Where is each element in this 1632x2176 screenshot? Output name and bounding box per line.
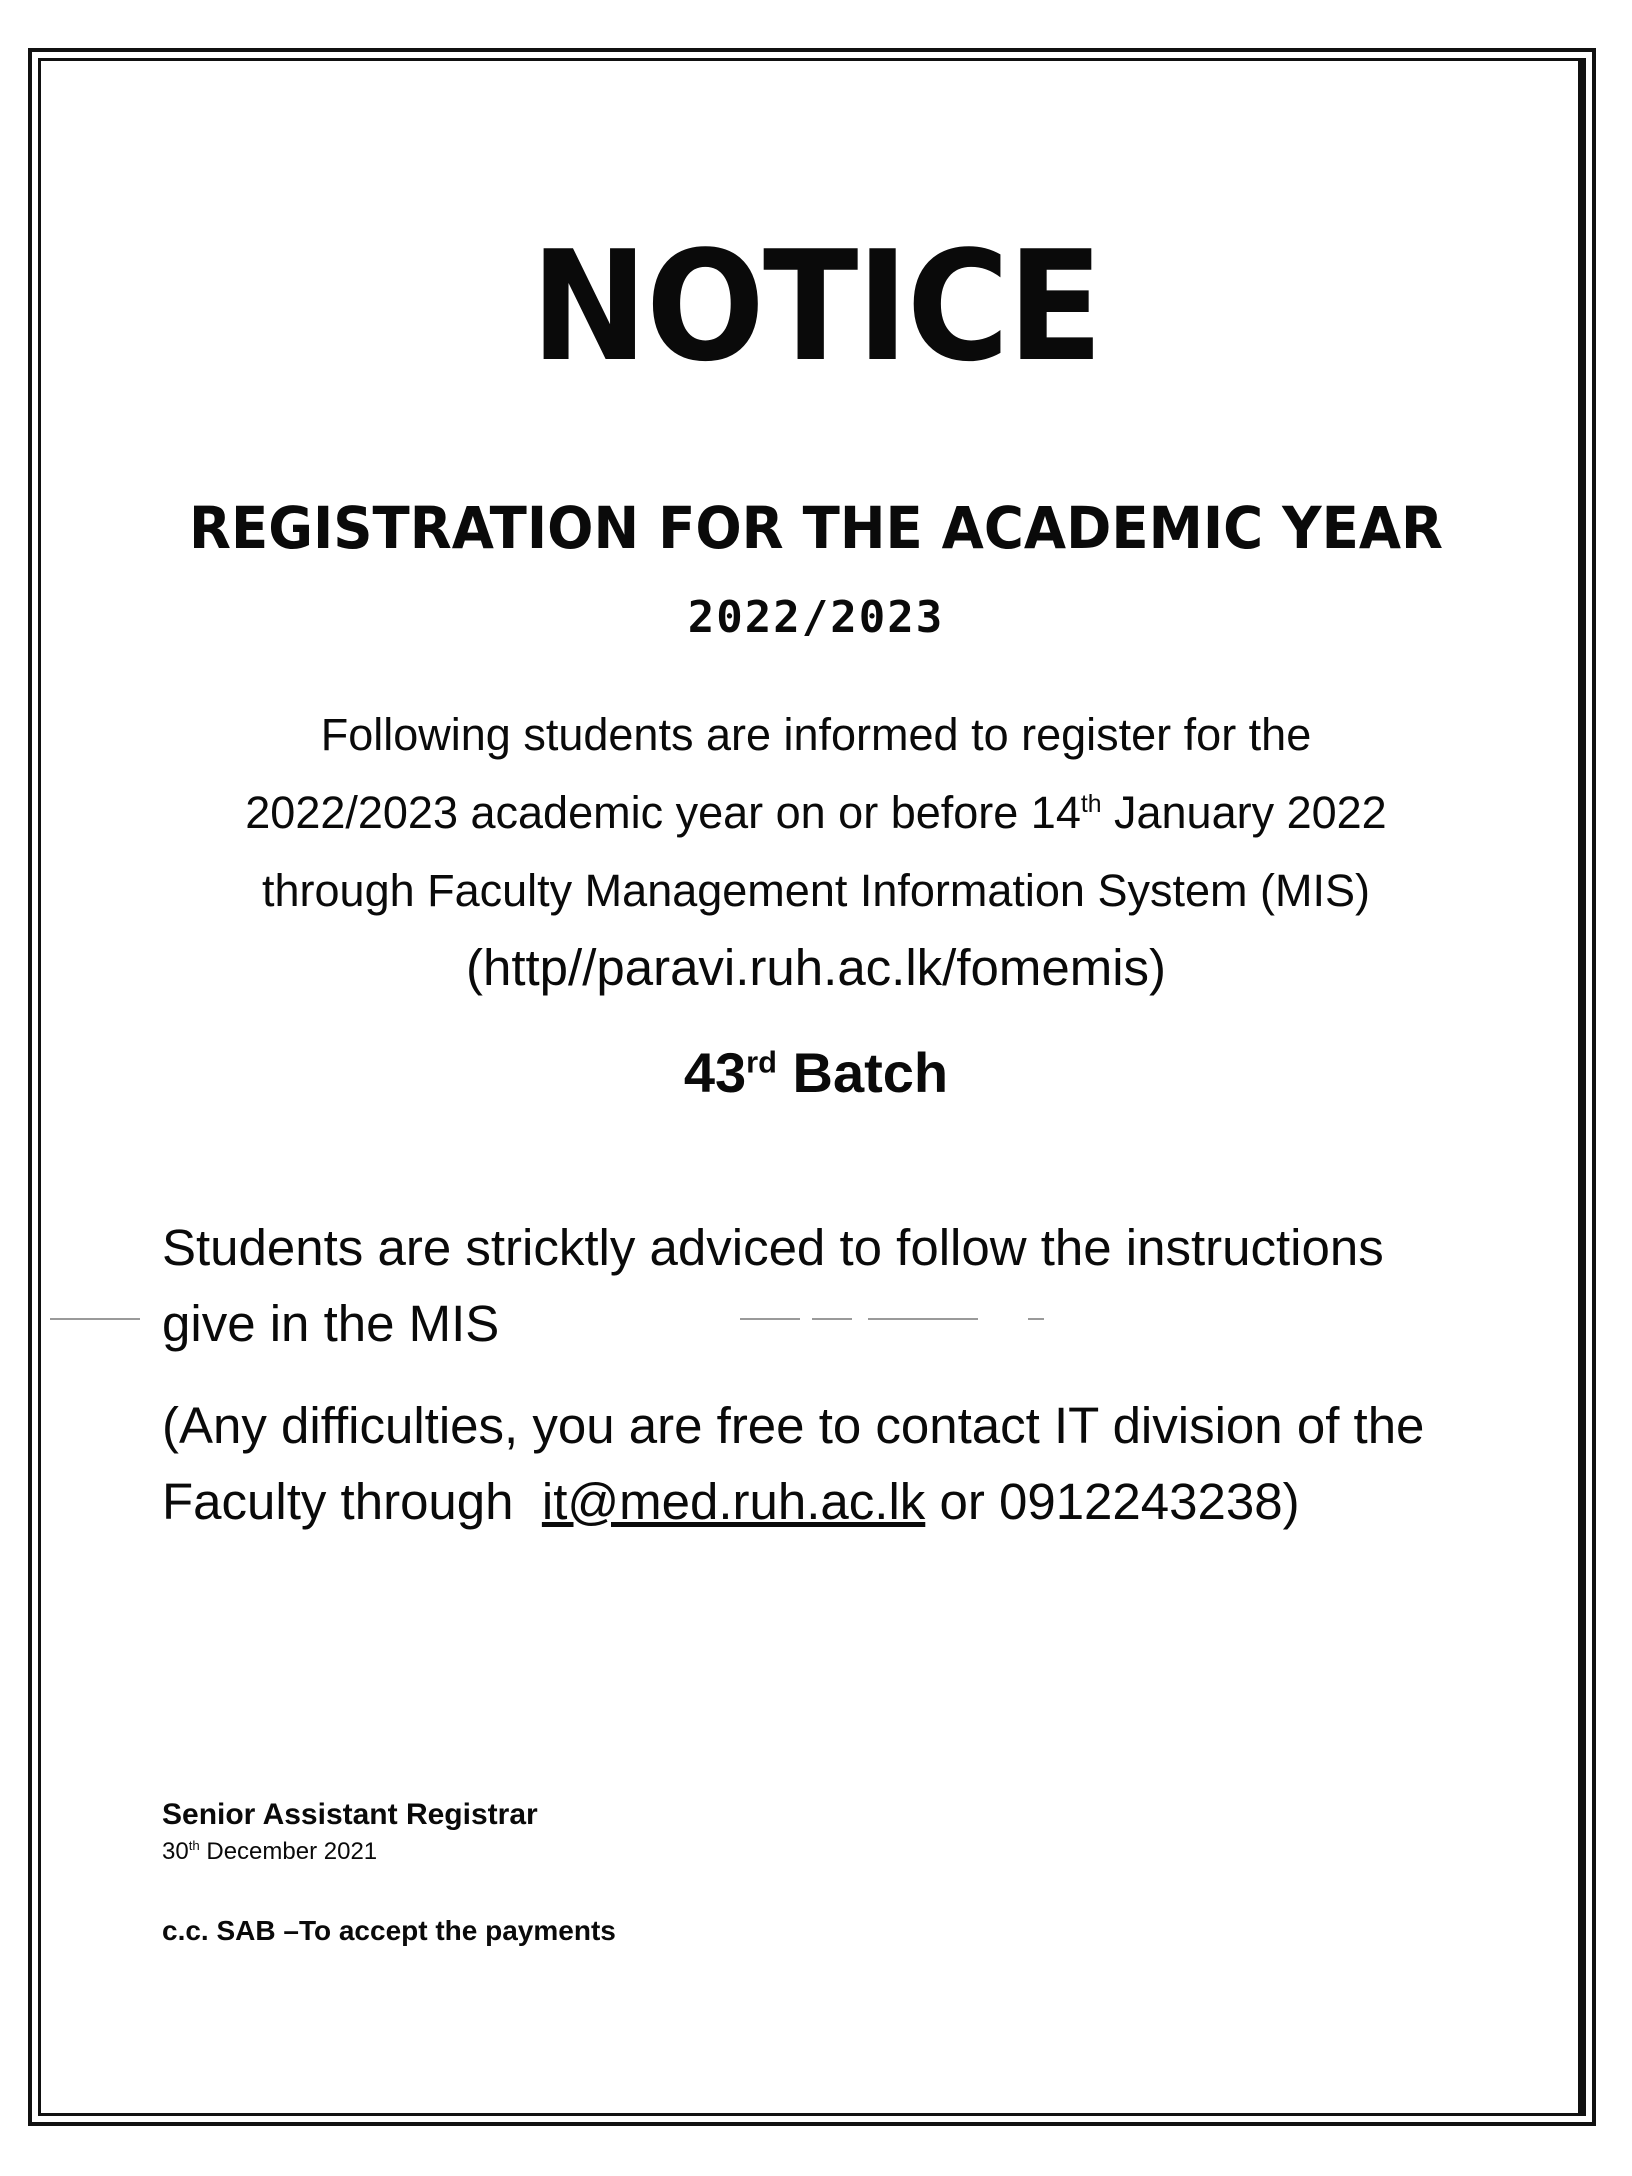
batch-word: Batch <box>776 1041 949 1104</box>
batch-suffix: rd <box>746 1044 777 1080</box>
notice-date <box>162 1835 538 1869</box>
notice-title: NOTICE <box>530 218 1102 395</box>
date-suffix: th <box>188 1838 200 1853</box>
inner-border-right-edge <box>1578 58 1583 2116</box>
contact-line-2 <box>162 1464 1562 1540</box>
scan-artifact <box>50 1318 140 1320</box>
date-day: 30 <box>162 1838 189 1865</box>
registration-heading: REGISTRATION FOR THE ACADEMIC YEAR <box>188 494 1444 562</box>
intro-line-3: through Faculty Management Information System (MIS) <box>262 865 1370 916</box>
signatory-title: Senior Assistant Registrar <box>162 1798 538 1831</box>
intro-date-suffix: th <box>1080 791 1102 818</box>
mis-url: (http//paravi.ruh.ac.lk/fomemis) <box>465 939 1167 996</box>
batch-label <box>60 1038 1572 1108</box>
instructions-line-2: give in the MIS <box>162 1295 500 1352</box>
intro-line-2-start: 2022/2023 academic year on or before 14 <box>245 787 1081 838</box>
carbon-copy-note: c.c. SAB –To accept the payments <box>162 1915 616 1946</box>
contact-paragraph <box>162 1388 1562 1540</box>
contact-phone: or 0912243238) <box>925 1473 1300 1530</box>
contact-line-1: (Any difficulties, you are free to contact IT division of the <box>162 1397 1425 1454</box>
academic-year: 2022/2023 <box>687 592 945 643</box>
intro-line-2-end: January 2022 <box>1101 787 1387 838</box>
instructions-line-1: Students are stricktly adviced to follow the instructions <box>162 1219 1384 1276</box>
date-rest: December 2021 <box>199 1838 378 1865</box>
batch-number: 43 <box>683 1041 747 1104</box>
instructions-paragraph <box>162 1210 1562 1362</box>
intro-line-2 <box>60 774 1572 852</box>
contact-email-link[interactable]: it@med.ruh.ac.lk <box>541 1473 926 1530</box>
intro-line-1: Following students are informed to register for the <box>320 709 1312 760</box>
contact-line-2-start: Faculty through <box>162 1473 542 1530</box>
signature-block <box>162 1795 538 1869</box>
intro-paragraph <box>60 696 1572 930</box>
